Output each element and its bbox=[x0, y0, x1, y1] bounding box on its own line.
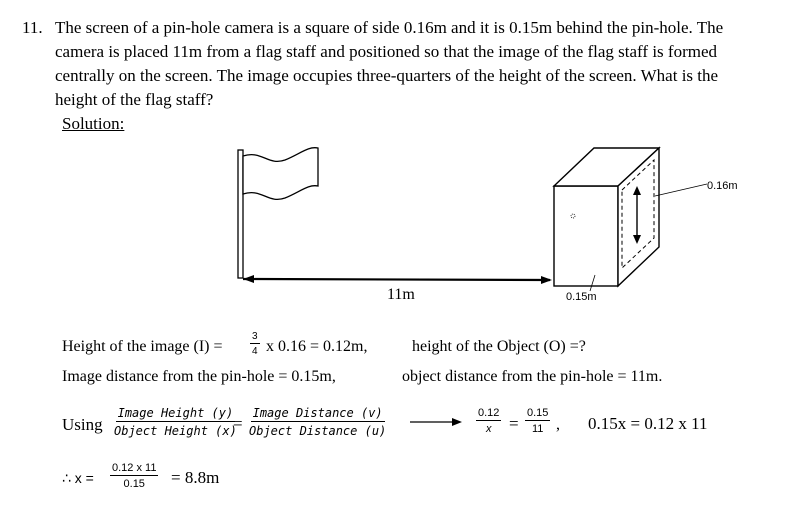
therefore-x: ∴ x = bbox=[62, 470, 94, 486]
three-quarters-fraction bbox=[250, 331, 260, 357]
camera-box-icon bbox=[554, 148, 659, 286]
final-denominator: 0.15 bbox=[123, 478, 145, 490]
solution-heading: Solution: bbox=[62, 114, 125, 133]
image-height-value: x 0.16 = 0.12m, bbox=[266, 338, 368, 355]
distance-label: 11m bbox=[387, 286, 415, 303]
equals-sign: = bbox=[233, 414, 243, 433]
question-line-1: The screen of a pin-hole camera is a square of side 0.16m and it is 0.15m behind the pin-hole. The bbox=[55, 18, 724, 37]
final-numerator: 0.12 x 11 bbox=[112, 462, 157, 474]
using-label: Using bbox=[62, 415, 103, 434]
question-line-4: height of the flag staff? bbox=[55, 90, 214, 109]
object-height: height of the Object (O) =? bbox=[412, 338, 586, 355]
distance-ratio-fraction bbox=[247, 406, 388, 438]
question-line-3: centrally on the screen. The image occupies three-quarters of the height of the screen. What is the bbox=[55, 66, 719, 85]
distance-arrow bbox=[243, 275, 552, 284]
final-answer: = 8.8m bbox=[171, 468, 220, 487]
image-distance: Image distance from the pin-hole = 0.15m, bbox=[62, 368, 336, 385]
equation-comma: , bbox=[556, 416, 560, 433]
numeric-right-numerator: 0.15 bbox=[527, 407, 549, 419]
equals-sign-2: = bbox=[509, 414, 519, 433]
final-fraction bbox=[110, 462, 158, 490]
flag-staff-icon bbox=[238, 148, 318, 278]
side-label: 0.16m bbox=[707, 180, 738, 192]
image-height-prefix: Height of the image (I) = bbox=[62, 338, 223, 355]
question-number: 11. bbox=[22, 18, 43, 37]
distance-ratio-denominator: Object Distance (u) bbox=[249, 424, 387, 438]
height-ratio-numerator: Image Height (y) bbox=[117, 406, 234, 420]
fraction-denominator: 4 bbox=[252, 346, 258, 357]
question-line-2: camera is placed 11m from a flag staff and positioned so that the image of the flag staff is formed bbox=[55, 42, 718, 61]
height-ratio-fraction bbox=[112, 406, 239, 438]
object-distance: object distance from the pin-hole = 11m. bbox=[402, 368, 663, 385]
cross-multiplied-equation: 0.15x = 0.12 x 11 bbox=[588, 414, 708, 433]
numeric-fraction-left bbox=[476, 407, 501, 435]
numeric-right-denominator: 11 bbox=[532, 423, 544, 435]
fraction-numerator: 3 bbox=[252, 331, 258, 342]
side-leader-line bbox=[655, 184, 707, 196]
numeric-left-denominator: x bbox=[485, 423, 492, 435]
height-ratio-denominator: Object Height (x) bbox=[114, 424, 237, 438]
numeric-left-numerator: 0.12 bbox=[478, 407, 500, 419]
distance-ratio-numerator: Image Distance (v) bbox=[252, 406, 383, 420]
numeric-fraction-right bbox=[525, 407, 550, 435]
depth-label: 0.15m bbox=[566, 291, 597, 303]
